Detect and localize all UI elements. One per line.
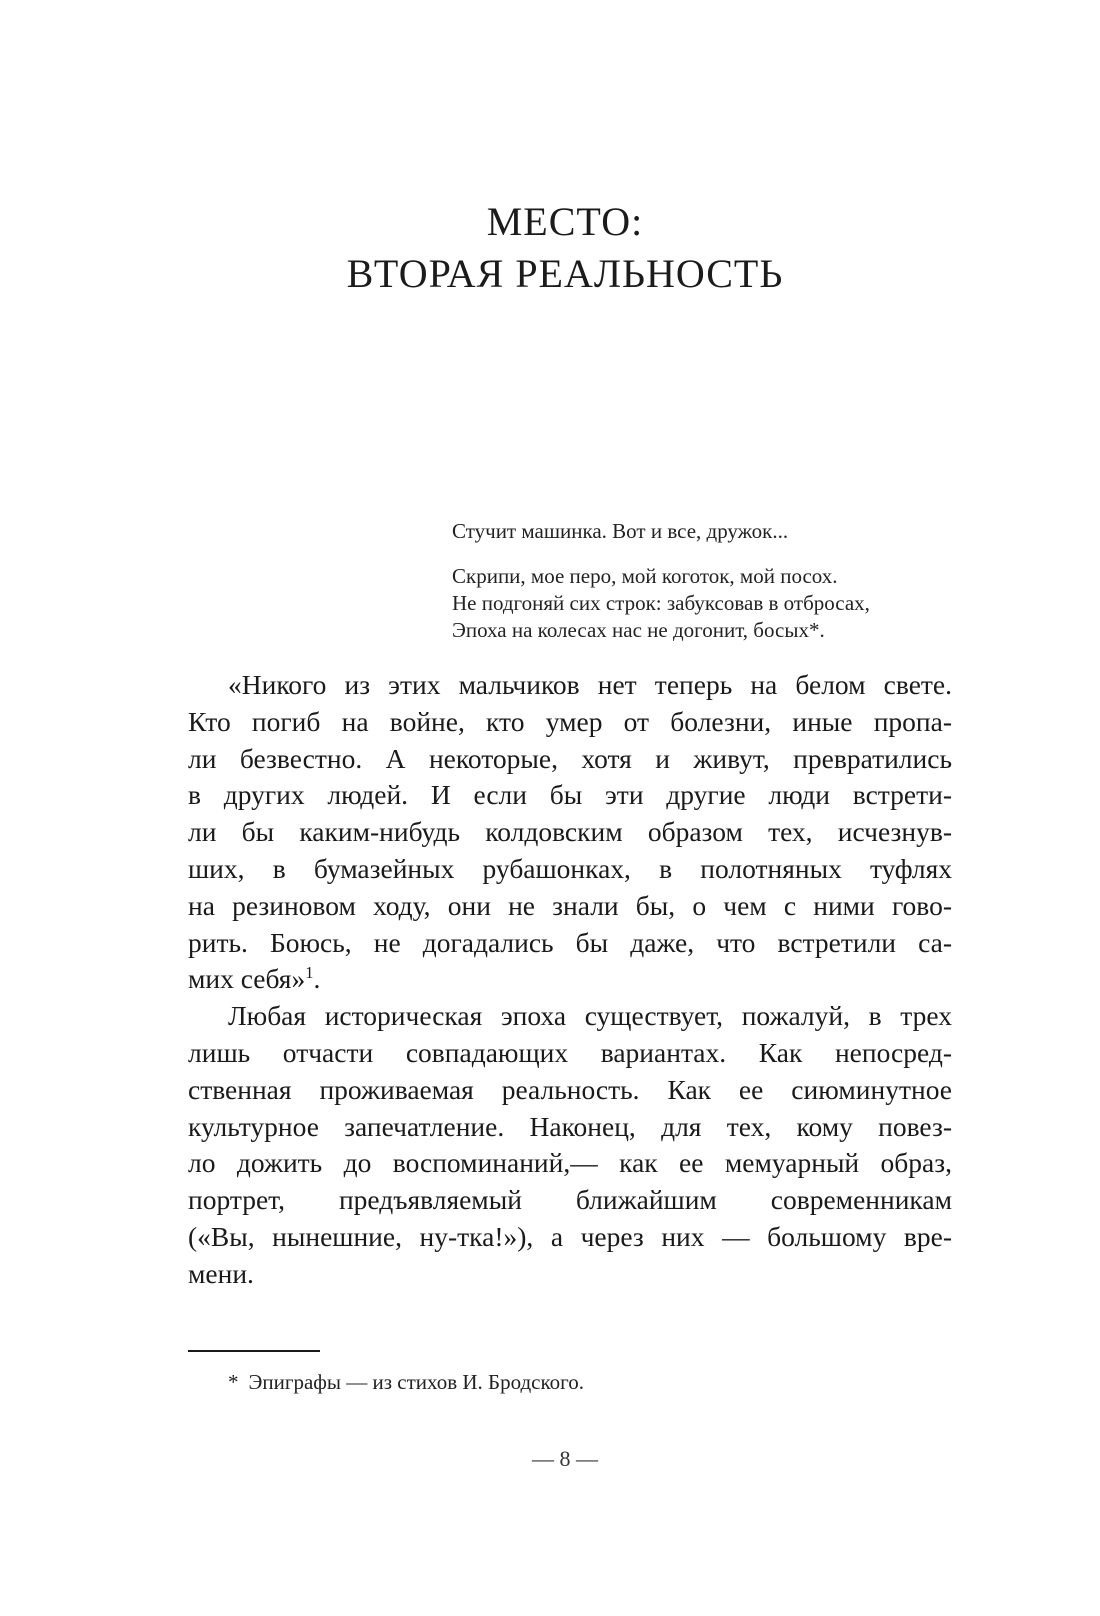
text-line: ли бы каким-нибудь колдовским образом тех, исчезнув- (188, 816, 952, 848)
epigraph-line: Эпоха на колесах нас не догонит, босых*. (452, 618, 825, 642)
epigraph-line: Не подгоняй сих строк: забуксовав в отбросах, (452, 591, 870, 615)
footnote-divider (188, 1350, 320, 1352)
text-line: Любая историческая эпоха существует, пожалуй, в трех (228, 1000, 952, 1032)
epigraph-line: Скрипи, мое перо, мой коготок, мой посох. (452, 564, 838, 588)
chapter-title (0, 196, 1100, 300)
text-line: мени. (188, 1257, 254, 1289)
text-line: («Вы, нынешние, ну-тка!»), а через них — большому вре- (188, 1220, 952, 1252)
text-line: на резиновом ходу, они не знали бы, о чем с ними гово- (188, 889, 952, 921)
text-line: Кто погиб на войне, кто умер от болезни, иные пропа- (188, 705, 952, 737)
footnote (228, 1368, 584, 1396)
text-line: культурное запечатление. Наконец, для тех, кому повез- (188, 1110, 952, 1142)
text-line: «Никого из этих мальчиков нет теперь на белом свете. (228, 669, 952, 700)
text-line: портрет, предъявляемый ближайшим современникам (188, 1184, 952, 1216)
epigraph-line: Стучит машинка. Вот и все, дружок... (452, 519, 789, 543)
paragraph-1 (188, 667, 952, 998)
epigraph (452, 518, 870, 644)
footnote-marker: * (228, 1370, 239, 1394)
text-line: рить. Боюсь, не догадались бы даже, что встретили са- (188, 926, 952, 958)
text-line: ших, в бумазейных рубашонках, в полотняных туфлях (188, 852, 952, 884)
chapter-title-line-1: МЕСТО: (486, 199, 644, 244)
text-line: ли безвестно. А некоторые, хотя и живут, превратились (188, 742, 952, 774)
text-line (188, 961, 952, 998)
body-text (188, 667, 952, 1293)
paragraph-2 (188, 998, 952, 1292)
text-line: в других людей. И если бы эти другие люди встрети- (188, 779, 952, 811)
text-line: ло дожить до воспоминаний,— как ее мемуарный образ, (188, 1147, 952, 1179)
epigraph-gap (452, 545, 870, 563)
chapter-title-line-2: ВТОРАЯ РЕАЛЬНОСТЬ (346, 251, 784, 296)
footnote-text: Эпиграфы — из стихов И. Бродского. (248, 1370, 584, 1394)
text-line-end: . (313, 963, 321, 995)
text-line: ственная проживаемая реальность. Как ее сиюминутное (188, 1073, 952, 1105)
page-number: — 8 — (532, 1446, 598, 1471)
text-line: лишь отчасти совпадающих вариантах. Как непосред- (188, 1036, 952, 1068)
footnote-reference[interactable]: 1 (305, 963, 314, 983)
text-line-content: мих себя» (188, 963, 306, 995)
